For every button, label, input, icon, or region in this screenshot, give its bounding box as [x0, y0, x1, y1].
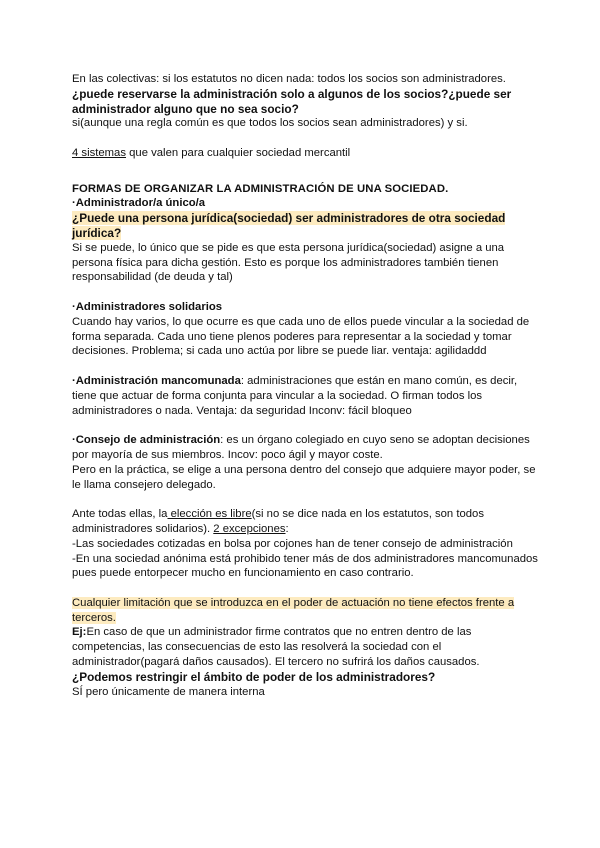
eleccion-link[interactable]: elección es libre: [167, 508, 252, 521]
mancomunada-paragraph: [72, 374, 542, 418]
ejemplo-text: En caso de que un administrador firme contratos que no entren dentro de las competencias, las consecuencias de esto las resolverá la sociedad con el administrador(pagará daños causados). El tercero no sufrirá los daños causados.: [72, 626, 480, 669]
solidarios-heading: ·Administradores solidarios: [72, 300, 223, 313]
spacer: [72, 492, 542, 507]
consejo-text-2: Pero en la práctica, se elige a una persona dentro del consejo que adquiere mayor poder, se le llama consejero delegado.: [72, 463, 536, 491]
limitacion-highlight: Cualquier limitación que se introduzca en el poder de actuación no tiene efectos frente a terceros.: [72, 596, 515, 624]
mancomunada-text: : administraciones que están en mano común, es decir, tiene que actuar de forma conjunta para vincular a la sociedad. O firman todos los administradores o nada. Ventaja: da seguridad Inconv: fácil bloqueo: [72, 374, 518, 417]
admin-unico-question-highlight: ¿Puede una persona jurídica(sociedad) ser administradores de otra sociedad jurídica?: [72, 211, 506, 240]
spacer: [72, 418, 542, 433]
mancomunada-heading: ·Administración mancomunada: [72, 374, 241, 387]
restringir-answer: SÍ pero únicamente de manera interna: [72, 685, 265, 698]
spacer: [72, 359, 542, 374]
systems-line: [72, 146, 542, 161]
section-title: FORMAS DE ORGANIZAR LA ADMINISTRACIÓN DE UNA SOCIEDAD.: [72, 182, 449, 195]
systems-rest: que valen para cualquier sociedad mercantil: [126, 146, 351, 159]
ejemplo-paragraph: [72, 625, 542, 669]
eleccion-post: :: [285, 522, 289, 535]
eleccion-paragraph: [72, 507, 542, 537]
excepciones-link[interactable]: 2 excepciones: [213, 522, 286, 535]
eleccion-mid: (si no se dice nada en los estatutos, son todos administradores solidarios).: [72, 508, 484, 535]
consejo-heading: ·Consejo de administración: [72, 434, 221, 447]
systems-link[interactable]: 4 sistemas: [72, 146, 126, 159]
limitacion-highlight-paragraph: [72, 596, 542, 626]
spacer: [72, 581, 542, 596]
admin-unico-text: Si se puede, lo único que se pide es que esta persona jurídica(sociedad) asigne a una persona física para dicha gestión. Esto es porque los administradores también tienen responsabilidad (de deuda y tal): [72, 241, 505, 284]
consejo-text: : es un órgano colegiado en cuyo seno se adoptan decisiones por mayoría de sus miembros. Incov: poco ágil y mayor coste.: [72, 434, 530, 461]
excepcion-2: -En una sociedad anónima está prohibido tener más de dos administradores mancomunados pues puede entorpecer mucho en funcionamiento en caso contrario.: [72, 552, 538, 580]
colectivas-line: En las colectivas: si los estatutos no dicen nada: todos los socios son administradores.: [72, 73, 506, 85]
admin-unico-question: [72, 211, 542, 241]
restringir-question: ¿Podemos restringir el ámbito de poder de los administradores?: [72, 669, 436, 684]
excepcion-1: -Las sociedades cotizadas en bolsa por cojones han de tener consejo de administración: [72, 537, 513, 550]
eleccion-pre: Ante todas ellas, la: [72, 508, 168, 521]
spacer: [72, 285, 542, 300]
consejo-paragraph: [72, 433, 542, 463]
colectivas-question: ¿puede reservarse la administración solo a algunos de los socios?¿puede ser administrador alguno que no sea socio?: [72, 86, 512, 116]
spacer: [72, 161, 542, 176]
admin-unico-heading: ·Administrador/a único/a: [72, 197, 206, 210]
document-page: [72, 72, 542, 699]
colectivas-answer: si(aunque una regla común es que todos los socios sean administradores) y si.: [72, 117, 468, 130]
solidarios-text: Cuando hay varios, lo que ocurre es que cada uno de ellos puede vincular a la sociedad de forma separada. Cada uno tiene plenos poderes para representar a la sociedad y tomar decisiones. Problema; si cada uno actúa por libre se puede liar. ventaja: agilidaddd: [72, 315, 530, 358]
ejemplo-label: Ej:: [72, 626, 87, 639]
spacer: [72, 131, 542, 146]
